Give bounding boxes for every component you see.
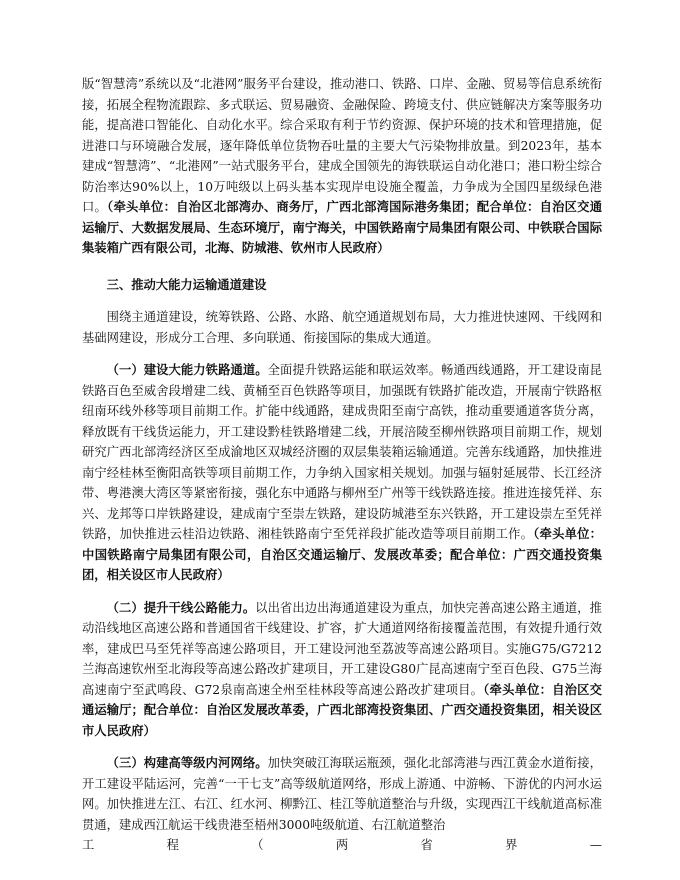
intro-text: 版“智慧湾”系统以及“北港网”服务平台建设，推动港口、铁路、口岸、金融、贸易等信息系统衔接，拓展全程物流跟踪、多式联运、贸易融资、金融保险、跨境支付、供应链解决方案等服务功能，提高港口智能化、自动化水平。综合采取有利于节约资源、保护环境的技术和管理措施，促进港口与环境融合发展，逐年降低单位货物吞吐量的主要大气污染物排放量。到2023年，基本建成“智慧湾”、“北港网”一站式服务平台，建成全国领先的海铁联运自动化港口；港口粉尘综合防治率达90%以上，10万吨级以上码头基本实现岸电设施全覆盖，力争成为全国四星级绿色港口。 (82, 77, 602, 214)
document-page (82, 74, 602, 856)
item-highway-text: 以出省出边出海通道建设为重点，加快完善高速公路主通道，推动沿线地区高速公路和普通国省干线建设、扩容，扩大通道网络衔接覆盖范围，有效提升通行效率，建成巴马至凭祥等高速公路项目，开工建设河池至荔波等高速公路项目。实施G75/G7212兰海高速钦州至北海段等高速公路改扩建项目，开工建设G80广昆高速南宁至百色段、G75兰海高速南宁至武鸣段、G72泉南高速全州至桂林段等高速公路改扩建项目。 (82, 600, 602, 697)
item-highway-paragraph (82, 598, 602, 742)
item-railway-owner-units: （牵头单位：中国铁路南宁局集团有限公司，自治区交通运输厅、发展改革委；配合单位：广西交通投资集团，相关设区市人民政府） (82, 526, 602, 582)
item-highway-title: （二）提升干线公路能力。 (106, 599, 256, 615)
item-waterway-paragraph (82, 753, 602, 835)
intro-paragraph (82, 74, 602, 259)
item-railway-text: 全面提升铁路运能和联运效率。畅通西线通路，开工建设南昆铁路百色至威舍段增建二线、黄桶至百色铁路等项目，加强既有铁路扩能改造，开展南宁铁路枢纽南环线外移等项目前期工作。扩能中线通路，建成贵阳至南宁高铁，推动重要通道客货分离，释放既有干线货运能力，开工建设黔桂铁路增建二线，开展涪陵至柳州铁路项目前期工作，规划研究广西北部湾经济区至成渝地区双城经济圈的双层集装箱运输通道。完善东线通路，加快推进南宁经桂林至衡阳高铁等项目前期工作，力争纳入国家相关规划。加强与辐射延展带、长江经济带、粤港澳大湾区等紧密衔接，强化东中通路与柳州至广州等干线铁路连接。推进连接凭祥、东兴、龙邦等口岸铁路建设，建成南宁至崇左铁路，建设防城港至东兴铁路，开工建设崇左至凭祥铁路，加快推进云桂沿边铁路、湘桂铁路南宁至凭祥段扩能改造等项目前期工作。 (82, 363, 602, 541)
item-railway-title: （一）建设大能力铁路通道。 (106, 362, 268, 377)
item-waterway-title: （三）构建高等级内河网络。 (106, 755, 268, 770)
item-waterway-last-line: 工 程 （ 两 省 界 — (82, 838, 602, 852)
item-railway-paragraph (82, 360, 602, 586)
section-intro-paragraph: 围绕主通道建设，统筹铁路、公路、水路、航空通道规划布局，大力推进快速网、干线网和基础网建设，形成分工合理、多向联通、衔接国际的集成大通道。 (82, 310, 602, 345)
item-waterway-text: 加快突破江海联运瓶颈，强化北部湾港与西江黄金水道衔接，开工建设平陆运河，完善“一干七支”高等级航道网络，形成上游通、中游畅、下游优的内河水运网。加快推进左江、右江、红水河、柳黔江、桂江等航道整治与升级，实现西江干线航道高标准贯通，建成西江航运干线贵港至梧州3000吨级航道、右江航道整治 (82, 756, 602, 832)
intro-owner-units: （牵头单位：自治区北部湾办、商务厅，广西北部湾国际港务集团；配合单位：自治区交通运输厅、大数据发展局、生态环境厅，南宁海关，中国铁路南宁局集团有限公司、中铁联合国际集装箱广西有限公司，北海、防城港、钦州市人民政府） (82, 199, 602, 255)
section-heading: 三、推动大能力运输通道建设 (106, 276, 267, 292)
item-highway-owner-units: （牵头单位：自治区交通运输厅；配合单位：自治区发展改革委，广西北部湾投资集团、广西交通投资集团，相关设区市人民政府） (82, 681, 602, 738)
